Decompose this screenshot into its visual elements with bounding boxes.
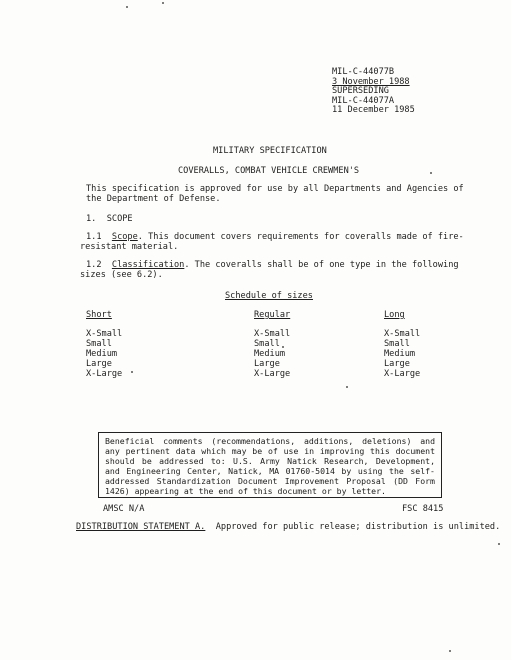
size-item: Medium xyxy=(86,349,118,359)
size-item: Medium xyxy=(254,349,286,359)
spec-type-heading: MILITARY SPECIFICATION xyxy=(213,146,327,156)
column-header: Long xyxy=(384,310,405,320)
size-item: X-Small xyxy=(384,329,421,339)
size-column-short xyxy=(86,310,122,379)
paragraph-1-2 xyxy=(80,260,459,280)
superseding-label: SUPERSEDING xyxy=(332,86,389,97)
column-header: Regular xyxy=(254,310,291,320)
section-title: SCOPE xyxy=(106,214,133,224)
scan-speck xyxy=(282,346,284,348)
document-date: 3 November 1988 xyxy=(332,76,410,87)
superseded-date: 11 December 1985 xyxy=(332,105,415,116)
scan-speck xyxy=(131,371,133,373)
scan-speck xyxy=(162,2,164,4)
section-1-heading xyxy=(86,214,133,224)
schedule-title: Schedule of sizes xyxy=(225,291,313,301)
fsc-code: FSC 8415 xyxy=(402,504,444,514)
distribution-statement xyxy=(76,522,500,532)
distribution-text: Approved for public release; distribution is unlimited. xyxy=(215,522,501,532)
approval-line-2: the Department of Defense. xyxy=(86,194,221,204)
size-column-regular xyxy=(254,310,290,379)
size-item: Small xyxy=(254,339,280,349)
paragraph-text-continued: sizes (see 6.2). xyxy=(80,270,163,280)
header-block xyxy=(332,68,415,116)
column-header: Short xyxy=(86,310,112,320)
size-item: X-Large xyxy=(384,369,421,379)
scan-speck xyxy=(498,543,500,545)
superseded-document-id: MIL-C-44077A xyxy=(332,95,395,106)
size-item: Large xyxy=(254,359,280,369)
paragraph-text-continued: resistant material. xyxy=(80,242,179,252)
approval-statement xyxy=(86,184,464,204)
scan-speck xyxy=(430,172,432,174)
document-id: MIL-C-44077B xyxy=(332,67,395,77)
paragraph-number: 1.2 xyxy=(86,260,102,270)
section-number: 1. xyxy=(86,214,97,224)
size-item: Small xyxy=(86,339,112,349)
scan-speck xyxy=(346,386,348,388)
size-column-long xyxy=(384,310,420,379)
size-item: Large xyxy=(384,359,410,369)
paragraph-heading: Scope xyxy=(111,232,138,242)
size-item: Small xyxy=(384,339,410,349)
size-item: Large xyxy=(86,359,112,369)
paragraph-text: . The coveralls shall be of one type in the following xyxy=(184,260,459,270)
document-title: COVERALLS, COMBAT VEHICLE CREWMEN'S xyxy=(178,166,360,176)
size-item: X-Small xyxy=(86,329,123,339)
paragraph-number: 1.1 xyxy=(86,232,102,242)
scan-speck xyxy=(126,6,128,8)
amsc-code: AMSC N/A xyxy=(103,504,145,514)
size-item: X-Small xyxy=(254,329,291,339)
scan-speck xyxy=(449,650,451,652)
size-item: X-Large xyxy=(86,369,123,379)
paragraph-1-1 xyxy=(80,232,464,252)
approval-line-1: This specification is approved for use by all Departments and Agencies of xyxy=(86,184,464,194)
size-item: X-Large xyxy=(254,369,291,379)
size-item: Medium xyxy=(384,349,416,359)
paragraph-text: . This document covers requirements for coveralls made of fire- xyxy=(137,232,464,242)
distribution-label: DISTRIBUTION STATEMENT A. xyxy=(76,522,206,532)
paragraph-heading: Classification xyxy=(111,260,185,270)
comments-notice-box: Beneficial comments (recommendations, additions, deletions) and any pertinent data which may be of use in improving this document should be addressed to: U.S. Army Natick Research, Development, and Engineering Center, Natick, MA 01760-5014 by using the self-addressed Standardization Document Improvement Proposal (DD Form 1426) appearing at the end of this document or by letter. xyxy=(98,432,442,498)
